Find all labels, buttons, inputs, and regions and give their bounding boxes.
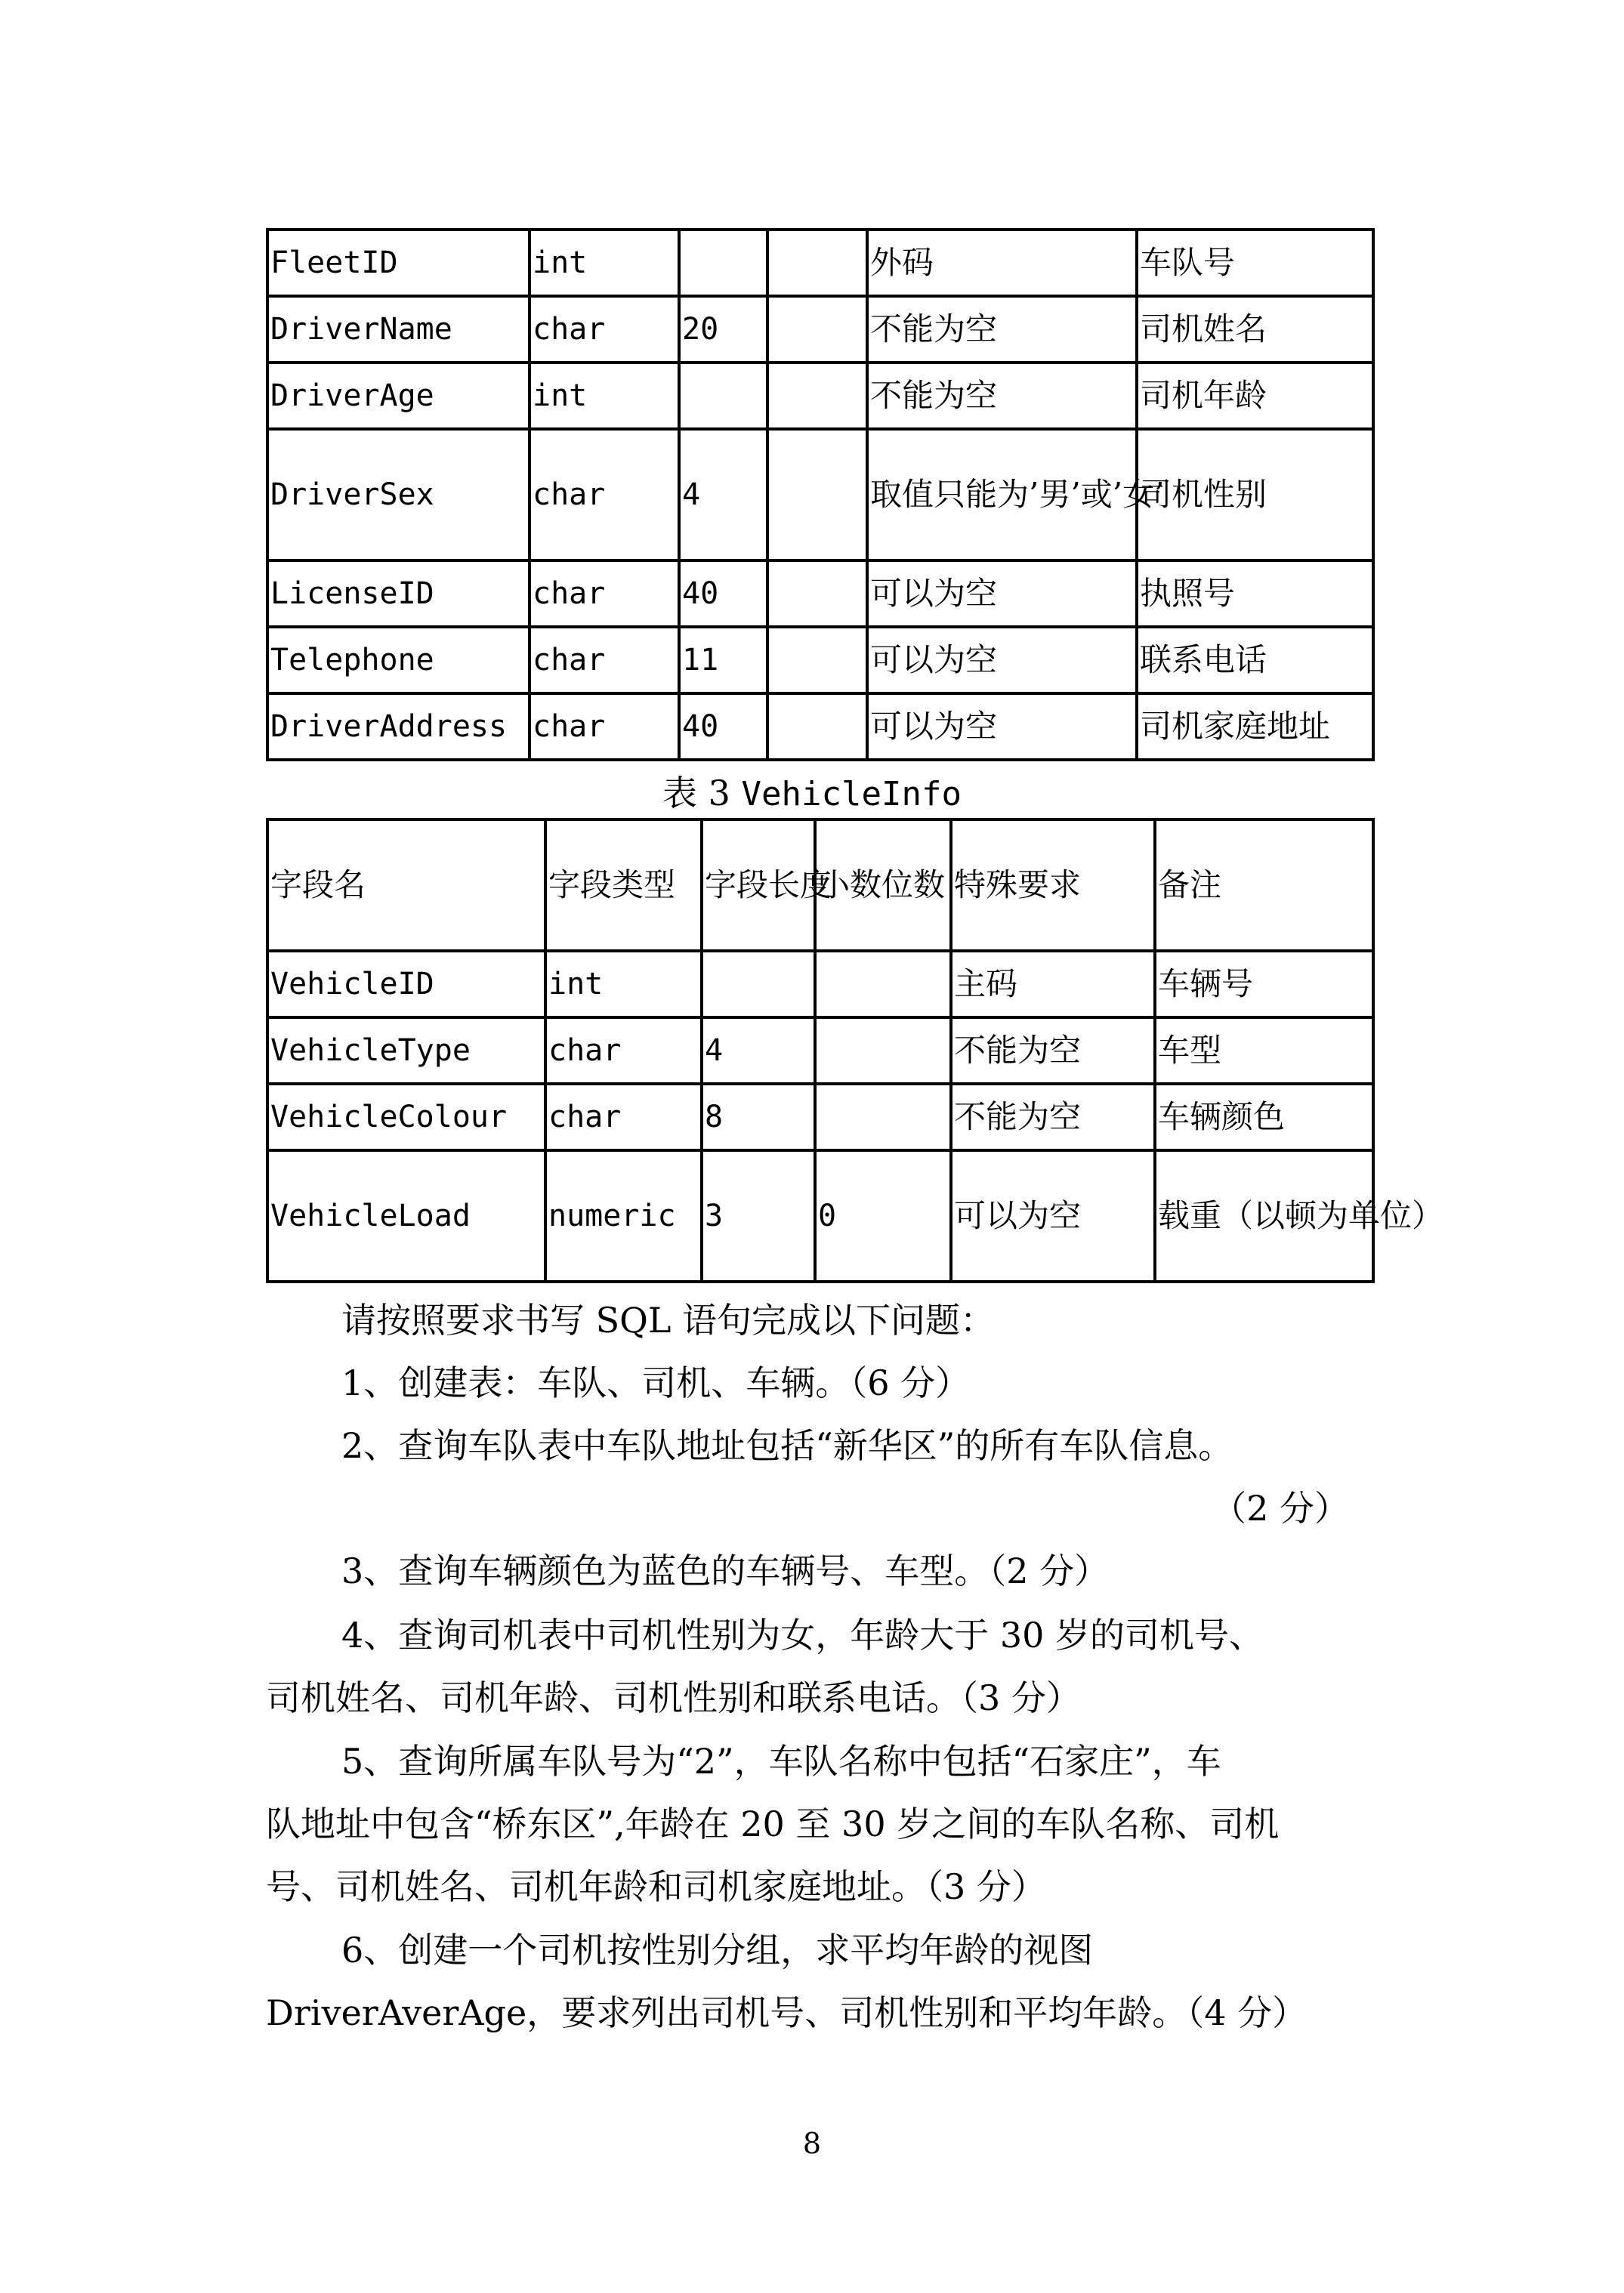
table-cell: 可以为空 xyxy=(951,1150,1155,1282)
question-1: 1、创建表：车队、司机、车辆。（6 分） xyxy=(341,1363,971,1403)
table-cell: char xyxy=(529,627,679,693)
table-cell: 司机性别 xyxy=(1137,429,1373,560)
table-cell: Telephone xyxy=(267,627,529,693)
table-row xyxy=(267,296,1373,363)
table-cell: DriverSex xyxy=(267,429,529,560)
table-cell: 可以为空 xyxy=(867,560,1137,627)
table-cell: 载重（以顿为单位） xyxy=(1155,1150,1373,1282)
table-row xyxy=(267,951,1373,1017)
table-cell: int xyxy=(529,230,679,296)
table-cell: VehicleColour xyxy=(267,1084,545,1150)
header-cell: 字段名 xyxy=(267,819,545,951)
question-3: 3、查询车辆颜色为蓝色的车辆号、车型。（2 分） xyxy=(341,1551,1110,1591)
table-cell xyxy=(815,1017,951,1084)
driver-table xyxy=(266,228,1375,761)
table-header-row xyxy=(267,819,1373,951)
table-cell xyxy=(815,1084,951,1150)
table-cell: char xyxy=(529,429,679,560)
table-row xyxy=(267,560,1373,627)
questions-intro: 请按照要求书写 SQL 语句完成以下问题： xyxy=(341,1300,996,1341)
table-row xyxy=(267,693,1373,760)
table-cell: VehicleID xyxy=(267,951,545,1017)
table-cell: VehicleType xyxy=(267,1017,545,1084)
table-cell: char xyxy=(529,560,679,627)
table-cell xyxy=(767,230,867,296)
table-cell: 司机家庭地址 xyxy=(1137,693,1373,760)
question-5-line-1: 5、查询所属车队号为“2”，车队名称中包括“石家庄”，车 xyxy=(341,1741,1221,1782)
table-cell: char xyxy=(545,1084,702,1150)
table-row xyxy=(267,1084,1373,1150)
table-cell: DriverAge xyxy=(267,363,529,429)
table-cell xyxy=(679,230,767,296)
table-cell xyxy=(767,429,867,560)
header-cell: 字段类型 xyxy=(545,819,702,951)
table-cell xyxy=(767,693,867,760)
page-number: 8 xyxy=(802,2127,822,2160)
table-cell: DriverName xyxy=(267,296,529,363)
table-cell xyxy=(702,951,815,1017)
table-cell xyxy=(815,951,951,1017)
table-cell: 40 xyxy=(679,693,767,760)
table-caption xyxy=(0,767,1624,821)
table-cell xyxy=(767,560,867,627)
table-row xyxy=(267,429,1373,560)
table-cell: 车型 xyxy=(1155,1017,1373,1084)
table-cell: 20 xyxy=(679,296,767,363)
table-cell: 不能为空 xyxy=(867,363,1137,429)
caption-prefix: 表 3 xyxy=(662,773,742,813)
table-cell: 车辆颜色 xyxy=(1155,1084,1373,1150)
table-cell: 3 xyxy=(702,1150,815,1282)
table-cell: 执照号 xyxy=(1137,560,1373,627)
table-cell: 可以为空 xyxy=(867,627,1137,693)
table-cell: 取值只能为’男’或’女’ xyxy=(867,429,1137,560)
table-cell: 0 xyxy=(815,1150,951,1282)
table-cell: 不能为空 xyxy=(867,296,1137,363)
table-row xyxy=(267,230,1373,296)
table-cell xyxy=(767,363,867,429)
question-2-line-1: 2、查询车队表中车队地址包括“新华区”的所有车队信息。 xyxy=(341,1425,1233,1466)
table-cell: 车辆号 xyxy=(1155,951,1373,1017)
table-row xyxy=(267,1150,1373,1282)
header-cell: 小数位数 xyxy=(815,819,951,951)
vehicle-info-table xyxy=(266,818,1444,1283)
table-cell: numeric xyxy=(545,1150,702,1282)
table-cell: int xyxy=(529,363,679,429)
question-2-line-2: （2 分） xyxy=(1212,1488,1349,1529)
table-cell: 可以为空 xyxy=(867,693,1137,760)
table-row xyxy=(267,1017,1373,1084)
table-row xyxy=(267,627,1373,693)
question-4-line-2: 司机姓名、司机年龄、司机性别和联系电话。（3 分） xyxy=(266,1677,1081,1718)
table-cell: FleetID xyxy=(267,230,529,296)
table-cell: 司机年龄 xyxy=(1137,363,1373,429)
table-cell: LicenseID xyxy=(267,560,529,627)
table-cell: 车队号 xyxy=(1137,230,1373,296)
table-cell: char xyxy=(529,693,679,760)
table-cell: 8 xyxy=(702,1084,815,1150)
table-cell: 不能为空 xyxy=(951,1017,1155,1084)
header-cell: 特殊要求 xyxy=(951,819,1155,951)
table-cell: 4 xyxy=(679,429,767,560)
header-cell: 备注 xyxy=(1155,819,1373,951)
question-5-line-3: 号、司机姓名、司机年龄和司机家庭地址。（3 分） xyxy=(266,1866,1046,1907)
table-cell xyxy=(679,363,767,429)
question-6-line-2: DriverAverAge，要求列出司机号、司机性别和平均年龄。（4 分） xyxy=(266,1992,1308,2033)
table-cell: 司机姓名 xyxy=(1137,296,1373,363)
question-4-line-1: 4、查询司机表中司机性别为女，年龄大于 30 岁的司机号、 xyxy=(341,1615,1264,1656)
table-row xyxy=(267,363,1373,429)
question-6-line-1: 6、创建一个司机按性别分组，求平均年龄的视图 xyxy=(341,1930,1094,1970)
header-cell: 字段长度 xyxy=(702,819,815,951)
table-cell: 40 xyxy=(679,560,767,627)
table-cell: 外码 xyxy=(867,230,1137,296)
table-cell: 联系电话 xyxy=(1137,627,1373,693)
table-cell: DriverAddress xyxy=(267,693,529,760)
table-cell: 4 xyxy=(702,1017,815,1084)
table-cell xyxy=(767,296,867,363)
caption-table-name: VehicleInfo xyxy=(741,775,962,813)
table-cell xyxy=(767,627,867,693)
question-5-line-2: 队地址中包含“桥东区”,年龄在 20 至 30 岁之间的车队名称、司机 xyxy=(266,1804,1280,1844)
table-cell: int xyxy=(545,951,702,1017)
table-cell: char xyxy=(545,1017,702,1084)
table-cell: VehicleLoad xyxy=(267,1150,545,1282)
table-cell: char xyxy=(529,296,679,363)
table-cell: 主码 xyxy=(951,951,1155,1017)
table-cell: 11 xyxy=(679,627,767,693)
table-cell: 不能为空 xyxy=(951,1084,1155,1150)
